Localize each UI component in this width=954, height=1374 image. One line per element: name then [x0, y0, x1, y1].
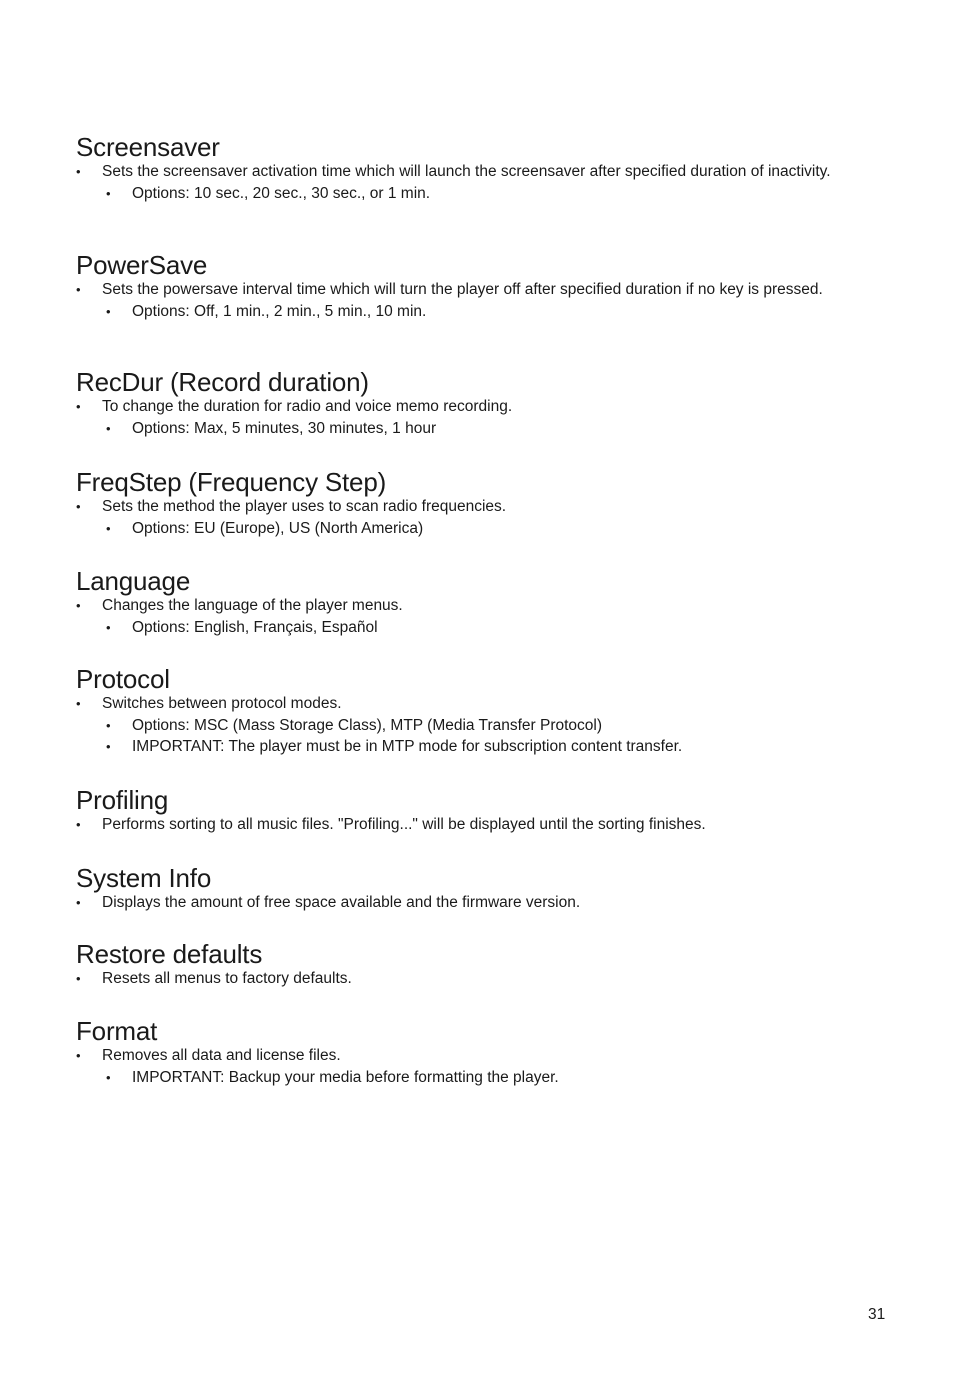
section-heading: PowerSave: [76, 250, 208, 280]
bullet-item: • Sets the screensaver activation time which will launch the screensaver after specified duration of inactivity.: [76, 162, 856, 182]
sub-bullet-item: • IMPORTANT: The player must be in MTP mode for subscription content transfer.: [106, 736, 856, 757]
section-restore-defaults: [76, 939, 856, 990]
bullet-list: [76, 397, 856, 417]
section-heading: Profiling: [76, 785, 169, 815]
bullet-list: [76, 497, 856, 517]
sub-bullet-list: [76, 518, 856, 539]
bullet-item: • Sets the powersave interval time which will turn the player off after specified duration if no key is pressed.: [76, 280, 856, 300]
section-powersave: [76, 250, 856, 322]
bullet-list: [76, 694, 856, 714]
section-heading: Screensaver: [76, 132, 220, 162]
section-protocol: [76, 664, 856, 757]
section-heading: RecDur (Record duration): [76, 367, 369, 397]
section-system-info: [76, 863, 856, 914]
sub-bullet-item: • Options: MSC (Mass Storage Class), MTP (Media Transfer Protocol): [106, 715, 856, 736]
bullet-list: [76, 280, 856, 300]
section-heading: FreqStep (Frequency Step): [76, 467, 387, 497]
section-format: [76, 1016, 856, 1088]
sub-bullet-list: [76, 715, 856, 757]
section-language: [76, 566, 856, 638]
bullet-list: [76, 596, 856, 616]
section-heading: System Info: [76, 863, 212, 893]
bullet-item: • Sets the method the player uses to scan radio frequencies.: [76, 497, 856, 517]
section-heading: Protocol: [76, 664, 170, 694]
sub-bullet-item: • Options: EU (Europe), US (North America): [106, 518, 856, 539]
section-heading: Format: [76, 1016, 158, 1046]
sub-bullet-item: • Options: Off, 1 min., 2 min., 5 min., 10 min.: [106, 301, 856, 322]
bullet-list: [76, 1046, 856, 1066]
bullet-item: • Removes all data and license files.: [76, 1046, 856, 1066]
sub-bullet-item: • IMPORTANT: Backup your media before formatting the player.: [106, 1067, 856, 1088]
sub-bullet-list: [76, 617, 856, 638]
bullet-item: • Switches between protocol modes.: [76, 694, 856, 714]
section-heading: Restore defaults: [76, 939, 263, 969]
bullet-list: [76, 162, 856, 182]
sub-bullet-item: • Options: Max, 5 minutes, 30 minutes, 1 hour: [106, 418, 856, 439]
sub-bullet-item: • Options: English, Français, Español: [106, 617, 856, 638]
bullet-list: [76, 815, 856, 835]
sub-bullet-list: [76, 1067, 856, 1088]
sub-bullet-list: [76, 183, 856, 204]
bullet-item: • Displays the amount of free space available and the firmware version.: [76, 893, 856, 913]
bullet-item: • Resets all menus to factory defaults.: [76, 969, 856, 989]
page-number: 31: [868, 1306, 886, 1323]
bullet-item: • Performs sorting to all music files. "Profiling..." will be displayed until the sorting finishes.: [76, 815, 856, 835]
section-freqstep: [76, 467, 856, 539]
bullet-item: • Changes the language of the player menus.: [76, 596, 856, 616]
bullet-list: [76, 893, 856, 913]
sub-bullet-item: • Options: 10 sec., 20 sec., 30 sec., or 1 min.: [106, 183, 856, 204]
sub-bullet-list: [76, 418, 856, 439]
section-screensaver: [76, 132, 856, 204]
section-recdur: [76, 367, 856, 439]
bullet-item: • To change the duration for radio and voice memo recording.: [76, 397, 856, 417]
section-heading: Language: [76, 566, 191, 596]
section-profiling: [76, 785, 856, 836]
bullet-list: [76, 969, 856, 989]
sub-bullet-list: [76, 301, 856, 322]
